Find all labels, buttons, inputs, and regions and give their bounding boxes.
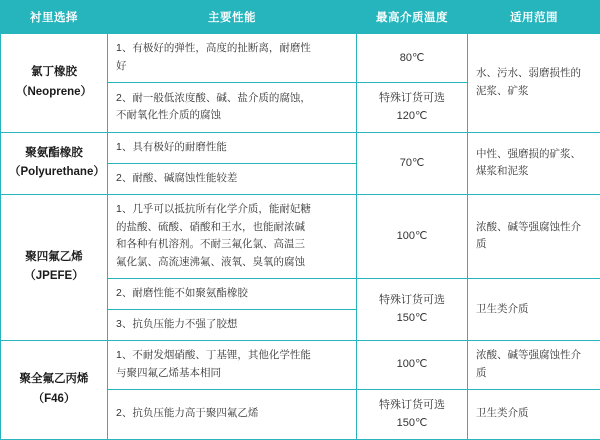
performance-line: 2、耐酸、碱腐蚀性能较差 xyxy=(116,170,348,188)
performance-cell xyxy=(108,279,357,310)
lining-name-line1: 聚氨酯橡胶 xyxy=(9,144,99,164)
performance-line: 1、不耐发烟硝酸、丁基锂，其他化学性能 xyxy=(116,347,348,365)
lining-name-line2: （Neoprene） xyxy=(9,83,99,103)
temperature-line: 特殊订货可选 xyxy=(365,89,459,108)
performance-line: 2、耐一般低浓度酸、碱、盐介质的腐蚀， xyxy=(116,90,348,108)
table-header xyxy=(1,1,600,34)
lining-name-line2: （Polyurethane） xyxy=(9,163,99,183)
header-row xyxy=(1,1,600,34)
temperature-line: 特殊订货可选 xyxy=(365,291,459,310)
performance-line: 1、有极好的弹性，高度的扯断离，耐磨性 xyxy=(116,40,348,58)
performance-line: 和各种有机溶剂。不耐三氟化氯、高温三 xyxy=(116,236,348,254)
temperature-cell xyxy=(357,194,468,278)
column-header-application-range: 适用范围 xyxy=(468,1,600,34)
column-header-performance: 主要性能 xyxy=(108,1,357,34)
application-range-line: 煤浆和泥浆 xyxy=(476,163,592,181)
lining-name-line1: 聚四氟乙烯 xyxy=(9,248,99,268)
column-header-max-temperature: 最高介质温度 xyxy=(357,1,468,34)
performance-line: 2、耐磨性能不如聚氨酯橡胶 xyxy=(116,285,348,303)
performance-cell xyxy=(108,194,357,278)
performance-line: 好 xyxy=(116,58,348,76)
table-row xyxy=(1,34,600,83)
temperature-line: 70℃ xyxy=(365,154,459,173)
lining-name-line1: 氯丁橡胶 xyxy=(9,63,99,83)
application-range-cell xyxy=(468,389,600,439)
lining-name-line2: （JPEFE） xyxy=(9,267,99,287)
temperature-cell xyxy=(357,389,468,439)
table-row xyxy=(1,194,600,278)
performance-line: 1、几乎可以抵抗所有化学介质，能耐妃糖 xyxy=(116,201,348,219)
temperature-cell xyxy=(357,133,468,195)
application-range-line: 浓酸、碱等强腐蚀性介 xyxy=(476,347,592,365)
performance-cell xyxy=(108,309,357,340)
application-range-cell xyxy=(468,340,600,389)
application-range-line: 卫生类介质 xyxy=(476,405,592,423)
performance-line: 的盐酸、硫酸、硝酸和王水，也能耐浓碱 xyxy=(116,219,348,237)
application-range-line: 泥浆、矿浆 xyxy=(476,83,592,101)
table-row xyxy=(1,340,600,389)
temperature-cell xyxy=(357,34,468,83)
temperature-line: 120℃ xyxy=(365,107,459,126)
temperature-cell xyxy=(357,340,468,389)
temperature-line: 特殊订货可选 xyxy=(365,396,459,415)
performance-cell xyxy=(108,34,357,83)
performance-cell xyxy=(108,389,357,439)
performance-cell xyxy=(108,82,357,132)
lining-name-f46 xyxy=(1,340,108,439)
application-range-cell xyxy=(468,194,600,278)
temperature-line: 150℃ xyxy=(365,414,459,433)
temperature-cell xyxy=(357,82,468,132)
application-range-line: 质 xyxy=(476,365,592,383)
lining-name-line1: 聚全氟乙丙烯 xyxy=(9,370,99,390)
performance-line: 1、具有极好的耐磨性能 xyxy=(116,139,348,157)
lining-name-ptfe xyxy=(1,194,108,340)
application-range-line: 中性、强磨损的矿浆、 xyxy=(476,146,592,164)
lining-name-neoprene xyxy=(1,34,108,133)
application-range-line: 质 xyxy=(476,236,592,254)
performance-line: 不耐氧化性介质的腐蚀 xyxy=(116,107,348,125)
application-range-cell xyxy=(468,133,600,195)
performance-line: 氟化氯、高流速沸氟、液氧、臭氧的腐蚀 xyxy=(116,254,348,272)
application-range-line: 浓酸、碱等强腐蚀性介 xyxy=(476,219,592,237)
application-range-cell xyxy=(468,34,600,133)
table-row xyxy=(1,133,600,164)
temperature-line: 100℃ xyxy=(365,227,459,246)
performance-cell xyxy=(108,163,357,194)
performance-line: 3、抗负压能力不强了胶想 xyxy=(116,316,348,334)
temperature-line: 100℃ xyxy=(365,355,459,374)
application-range-line: 水、污水、弱磨损性的 xyxy=(476,65,592,83)
performance-cell xyxy=(108,340,357,389)
application-range-line: 卫生类介质 xyxy=(476,301,592,319)
performance-line: 2、抗负压能力高于聚四氟乙烯 xyxy=(116,405,348,423)
temperature-line: 150℃ xyxy=(365,309,459,328)
application-range-cell xyxy=(468,279,600,341)
temperature-cell xyxy=(357,279,468,341)
column-header-lining: 衬里选择 xyxy=(1,1,108,34)
lining-name-polyurethane xyxy=(1,133,108,195)
performance-cell xyxy=(108,133,357,164)
temperature-line: 80℃ xyxy=(365,49,459,68)
performance-line: 与聚四氟乙烯基本相同 xyxy=(116,365,348,383)
lining-name-line2: （F46） xyxy=(9,390,99,410)
table-body xyxy=(1,34,600,440)
